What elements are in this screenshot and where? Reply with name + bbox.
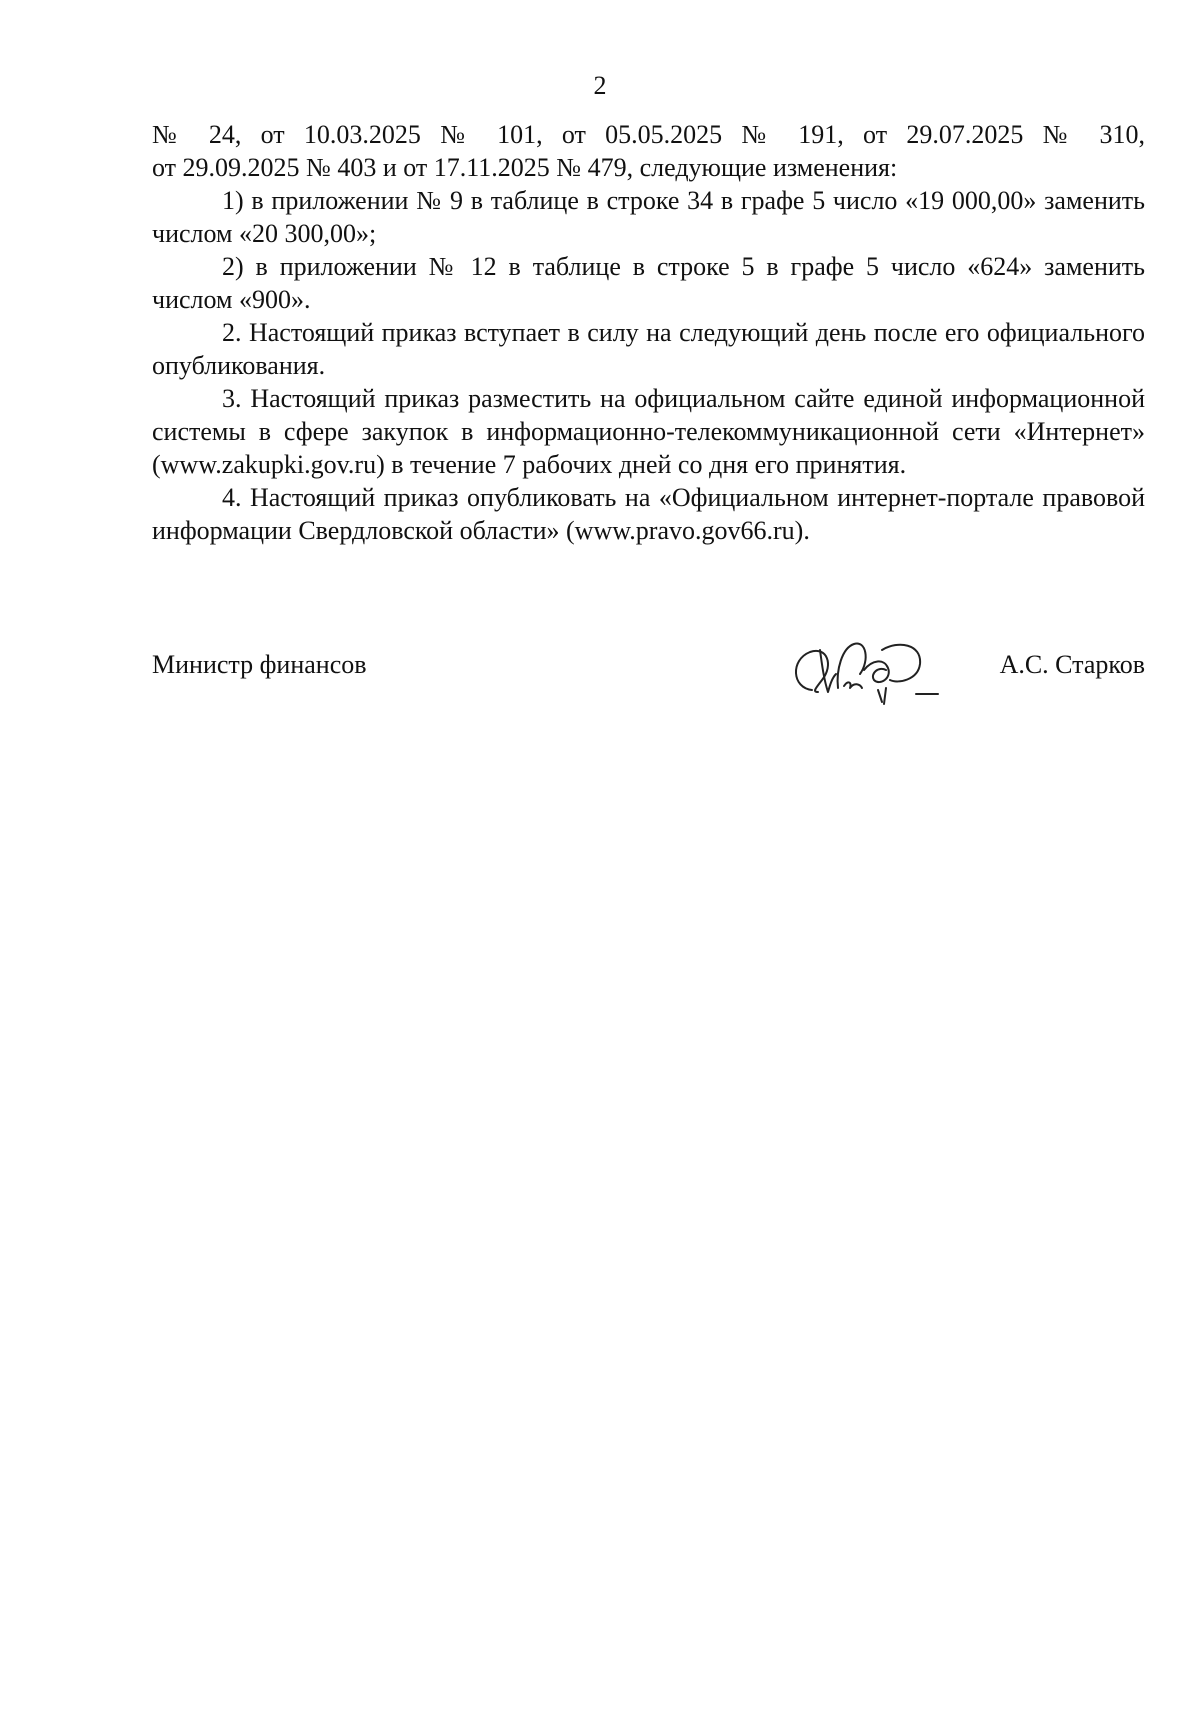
handwritten-signature bbox=[782, 630, 952, 710]
paragraph-publish-zakupki: 3. Настоящий приказ разместить на официальном сайте единой информационной системы в сфере закупок в информационно-телекоммуникационной сети «Интернет» (www.zakupki.gov.ru) в течение 7 рабочих дней со дня его принятия. bbox=[152, 384, 1145, 479]
signer-position: Министр финансов bbox=[152, 650, 367, 679]
signer-name: А.С. Старков bbox=[999, 650, 1145, 679]
paragraph-continuation-line-2: от 29.09.2025 № 403 и от 17.11.2025 № 479, следующие изменения: bbox=[152, 153, 898, 182]
document-body bbox=[152, 118, 1145, 547]
paragraph-change-2: 2) в приложении № 12 в таблице в строке 5 в графе 5 число «624» заменить числом «900». bbox=[152, 252, 1145, 314]
paragraph-change-1: 1) в приложении № 9 в таблице в строке 34 в графе 5 число «19 000,00» заменить числом «20 300,00»; bbox=[152, 186, 1145, 248]
signature-block bbox=[152, 630, 1145, 710]
paragraph-effective-date: 2. Настоящий приказ вступает в силу на следующий день после его официального опубликования. bbox=[152, 318, 1145, 380]
paragraph-publish-pravo: 4. Настоящий приказ опубликовать на «Официальном интернет-портале правовой информации Свердловской области» (www.pravo.gov66.ru). bbox=[152, 483, 1145, 545]
paragraph-continuation-line-1: № 24, от 10.03.2025 № 101, от 05.05.2025 № 191, от 29.07.2025 № 310, bbox=[152, 120, 1145, 149]
page-number: 2 bbox=[593, 71, 607, 100]
